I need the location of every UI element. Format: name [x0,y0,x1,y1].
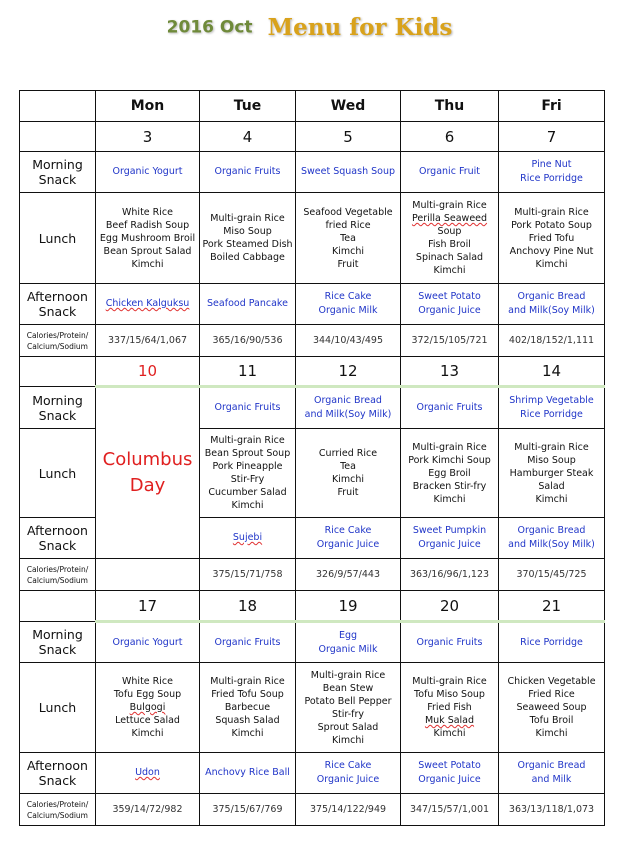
menu-item: and Milk(Soy Milk) [508,539,595,550]
day-name: Thu [401,91,499,122]
menu-item: Multi-grain Rice [310,669,386,681]
menu-item: Kimchi [331,474,364,485]
menu-cell [200,193,296,284]
menu-item: Organic Juice [418,539,481,550]
date-cell: 12 [296,357,401,387]
menu-item: Kimchi [231,728,264,739]
menu-item: Seaweed Soup [516,702,587,713]
calorie-row [20,559,605,591]
menu-item: White Rice [122,206,173,218]
menu-item: Rice Porridge [520,173,583,184]
menu-item: Organic Juice [316,774,380,785]
menu-cell [96,284,200,325]
menu-cell [499,663,605,753]
menu-item: Rice Porridge [520,409,583,420]
menu-cell [401,429,499,518]
menu-item: Stir-fry [332,708,364,720]
menu-item: Bean Stew [322,682,374,694]
calorie-value: 326/9/57/443 [296,559,401,591]
title-year-month: 2016 Oct [166,17,253,38]
menu-item: Lettuce Salad [115,715,180,726]
menu-item: Stir-Fry [230,474,265,485]
menu-cell [296,429,401,518]
menu-item: Multi-grain Rice [210,213,285,224]
day-name: Fri [499,91,605,122]
calorie-value: 375/14/122/949 [296,794,401,826]
row-label-text: Calories/Protein/ [26,564,89,574]
menu-item: Rice Cake [324,291,372,302]
menu-item: Salad [538,480,565,492]
calorie-row [20,794,605,826]
menu-item: and Milk [531,774,572,785]
menu-item: Multi-grain Rice [412,441,487,453]
menu-item: Spinach Salad [415,252,484,263]
menu-item: Tea [340,232,356,244]
row-label-text: Calories/Protein/ [26,330,89,340]
row-label-text: Afternoon [27,758,88,773]
afternoon-snack-row [20,284,605,325]
menu-cell [401,518,499,559]
menu-item: Kimchi [331,734,364,746]
day-name: Mon [96,91,200,122]
menu-item: Anchovy Pine Nut [509,245,594,257]
menu-cell [96,663,200,753]
menu-item: Kimchi [433,265,466,276]
menu-item: Muk Salad [424,715,475,726]
menu-item: Kimchi [131,728,164,739]
menu-item: Curried Rice [318,448,378,459]
menu-item: Rice Cake [324,760,372,771]
menu-item: Organic Milk [318,643,378,655]
calorie-label [20,794,96,826]
row-label-text: Snack [38,538,77,553]
menu-item: Bean Sprout Soup [204,448,291,459]
menu-cell [96,193,200,284]
menu-cell [401,152,499,193]
row-label [20,193,96,284]
menu-item: Hamburger Steak [509,467,594,479]
date-row [20,357,605,387]
menu-cell [499,284,605,325]
menu-item: Udon [135,767,160,778]
morning-snack-row [20,152,605,193]
menu-item: Organic Yogurt [112,636,183,648]
menu-cell [200,753,296,794]
menu-cell [401,622,499,663]
date-cell: 10 [96,357,200,387]
menu-item: Rice Porridge [520,636,583,648]
menu-item: Fish Broil [428,239,471,250]
date-cell: 6 [401,122,499,152]
lunch-row [20,663,605,753]
menu-cell [401,387,499,429]
menu-item: Multi-grain Rice [412,200,487,211]
date-cell: 5 [296,122,401,152]
menu-cell [200,387,296,429]
menu-item: Seafood Pancake [207,298,288,309]
menu-item: Kimchi [231,500,264,511]
row-label-text: Snack [38,773,77,788]
menu-item: Organic Fruits [214,166,281,177]
calorie-value: 372/15/105/721 [401,325,499,357]
calorie-value [96,559,200,591]
row-label-text: Afternoon [27,523,88,538]
menu-item: Organic Fruits [214,636,281,648]
date-cell: 11 [200,357,296,387]
menu-item: Egg Broil [428,467,471,479]
row-label-text: Calcium/Sodium [27,341,88,351]
menu-item: Organic Milk [318,305,378,316]
menu-cell [499,387,605,429]
menu-item: Pine Nut [531,159,572,170]
menu-item: Organic Bread [517,525,586,536]
row-label-text: Snack [38,172,77,187]
menu-item: Organic Yogurt [112,166,183,177]
menu-cell [200,429,296,518]
menu-cell [401,193,499,284]
menu-item: Multi-grain Rice [412,676,487,687]
row-label [20,284,96,325]
afternoon-snack-row [20,753,605,794]
menu-item: Fried Tofu Soup [211,689,284,700]
menu-cell [296,284,401,325]
menu-item: Multi-grain Rice [514,441,589,453]
menu-item: Soup [437,226,462,237]
menu-item: Organic Fruits [214,402,281,413]
menu-item: Bulgogi [129,702,166,713]
menu-cell [499,429,605,518]
menu-item: Pork Pineapple [212,461,283,472]
date-cell: 20 [401,591,499,622]
morning-snack-row [20,622,605,663]
row-label-text: Calories/Protein/ [26,799,89,809]
menu-item: fried Rice [325,219,371,231]
menu-item: Tea [340,461,356,472]
holiday-text: Columbus [102,449,193,470]
menu-item: Pork Potato Soup [511,219,592,231]
menu-cell [499,152,605,193]
row-label-text: Snack [38,304,77,319]
calorie-value: 365/16/90/536 [200,325,296,357]
menu-item: Anchovy Rice Ball [205,767,290,778]
menu-item: Chicken Vegetable [507,676,596,687]
menu-item: Sweet Squash Soup [300,166,396,177]
menu-item: Tofu Broil [529,715,574,726]
menu-item: Kimchi [535,258,568,270]
menu-item: Fruit [337,258,359,270]
menu-item: Fried Rice [528,689,575,700]
menu-item: Squash Salad [215,715,280,726]
menu-item: White Rice [122,676,173,687]
menu-cell [401,663,499,753]
calorie-value: 359/14/72/982 [96,794,200,826]
menu-item: Kimchi [535,493,568,505]
day-header-row [20,91,605,122]
menu-item: and Milk(Soy Milk) [508,305,595,316]
date-row-label [20,357,96,387]
row-label-text: Snack [38,407,77,423]
morning-snack-row [20,387,605,429]
menu-item: Shrimp Vegetable [509,395,594,406]
menu-cell [296,387,401,429]
menu-cell [499,753,605,794]
date-row [20,591,605,622]
row-label [20,518,96,559]
row-label-text: Snack [38,642,77,657]
menu-item: Miso Soup [223,226,272,237]
title-menu: Menu for Kids [267,14,453,41]
menu-item: and Milk(Soy Milk) [304,409,392,420]
menu-cell [499,622,605,663]
row-label [20,387,96,429]
row-label-text: Lunch [38,230,77,246]
menu-item: Kimchi [331,245,364,257]
menu-item: Sprout Salad [317,721,379,733]
menu-cell [200,663,296,753]
menu-item: Rice Cake [324,525,372,536]
menu-item: Sujebi [232,532,263,543]
menu-item: Multi-grain Rice [210,676,285,687]
day-name: Wed [296,91,401,122]
menu-cell [499,193,605,284]
menu-item: Sweet Potato [418,291,481,302]
menu-item: Sweet Pumpkin [412,525,487,536]
calorie-value: 402/18/152/1,111 [499,325,605,357]
date-row-label [20,591,96,622]
corner-cell [20,91,96,122]
menu-cell [499,518,605,559]
menu-cell [200,518,296,559]
menu-table [19,90,605,826]
menu-item: Organic Fruit [418,166,481,177]
lunch-row [20,193,605,284]
row-label-text: Morning [32,157,83,172]
date-cell: 21 [499,591,605,622]
menu-item: Beef Radish Soup [105,219,190,231]
row-label-text: Calcium/Sodium [27,810,88,820]
menu-item: Boiled Cabbage [210,252,285,263]
menu-cell [200,622,296,663]
menu-cell [401,753,499,794]
menu-item: Potato Bell Pepper [304,695,392,707]
menu-item: Organic Juice [418,774,481,785]
menu-cell [96,152,200,193]
holiday-cell [96,387,200,559]
calorie-value: 347/15/57/1,001 [401,794,499,826]
calorie-value: 363/16/96/1,123 [401,559,499,591]
calorie-label [20,325,96,357]
row-label-text: Calcium/Sodium [27,575,88,585]
date-cell: 13 [401,357,499,387]
menu-item: Fruit [337,487,359,498]
menu-item: Egg [338,629,358,641]
date-cell: 18 [200,591,296,622]
menu-cell [296,753,401,794]
row-label-text: Lunch [38,465,77,481]
menu-item: Miso Soup [527,454,576,466]
menu-item: Organic Bread [517,291,586,302]
menu-item: Organic Fruits [416,636,483,648]
menu-cell [296,152,401,193]
menu-item: Pork Kimchi Soup [408,454,491,466]
menu-item: Organic Bread [517,760,586,771]
menu-item: Bracken Stir-fry [412,480,487,492]
date-cell: 7 [499,122,605,152]
menu-item: Chicken Kalguksu [105,298,190,309]
menu-item: Kimchi [433,493,466,505]
menu-cell [200,152,296,193]
page-title [0,14,619,54]
menu-cell [200,284,296,325]
menu-item: Kimchi [131,258,164,270]
calorie-row [20,325,605,357]
day-name: Tue [200,91,296,122]
menu-item: Bean Sprout Salad [103,245,192,257]
menu-cell [96,753,200,794]
menu-item: Sweet Potato [418,760,481,771]
row-label [20,622,96,663]
menu-item: Organic Juice [418,305,481,316]
menu-item: Barbecue [224,702,271,713]
menu-item: Multi-grain Rice [210,435,285,446]
menu-cell [296,518,401,559]
menu-item: Fried Tofu [528,232,575,244]
calorie-value: 370/15/45/725 [499,559,605,591]
menu-item: Organic Juice [316,539,380,550]
row-label [20,753,96,794]
menu-item: Tofu Egg Soup [113,689,182,700]
date-row [20,122,605,152]
row-label-text: Morning [32,392,83,408]
date-cell: 4 [200,122,296,152]
menu-item: Egg Mushroom Broil [99,232,196,244]
menu-cell [296,622,401,663]
calorie-label [20,559,96,591]
menu-item: Organic Bread [314,395,382,406]
row-label [20,429,96,518]
date-cell: 19 [296,591,401,622]
menu-item: Pork Steamed Dish [202,239,293,250]
row-label-text: Afternoon [27,289,88,304]
date-cell: 3 [96,122,200,152]
calorie-value: 337/15/64/1,067 [96,325,200,357]
row-label [20,663,96,753]
menu-item: Seafood Vegetable [303,206,393,218]
menu-item: Organic Fruits [416,402,483,413]
menu-cell [96,622,200,663]
menu-cell [296,193,401,284]
row-label-text: Lunch [38,700,77,715]
menu-item: Kimchi [535,728,568,739]
menu-cell [296,663,401,753]
menu-item: Cucumber Salad [208,487,287,498]
row-label [20,152,96,193]
menu-item: Tofu Miso Soup [414,689,485,700]
calorie-value: 375/15/71/758 [200,559,296,591]
calorie-value: 375/15/67/769 [200,794,296,826]
menu-cell [401,284,499,325]
menu-item: Perilla Seaweed [411,213,488,224]
menu-item: Multi-grain Rice [514,206,589,218]
calorie-value: 363/13/118/1,073 [499,794,605,826]
date-cell: 14 [499,357,605,387]
menu-item: Fried Fish [427,702,472,713]
menu-item: Kimchi [433,728,466,739]
holiday-text: Day [129,475,166,496]
row-label-text: Morning [32,627,83,642]
calorie-value: 344/10/43/495 [296,325,401,357]
date-row-label [20,122,96,152]
date-cell: 17 [96,591,200,622]
